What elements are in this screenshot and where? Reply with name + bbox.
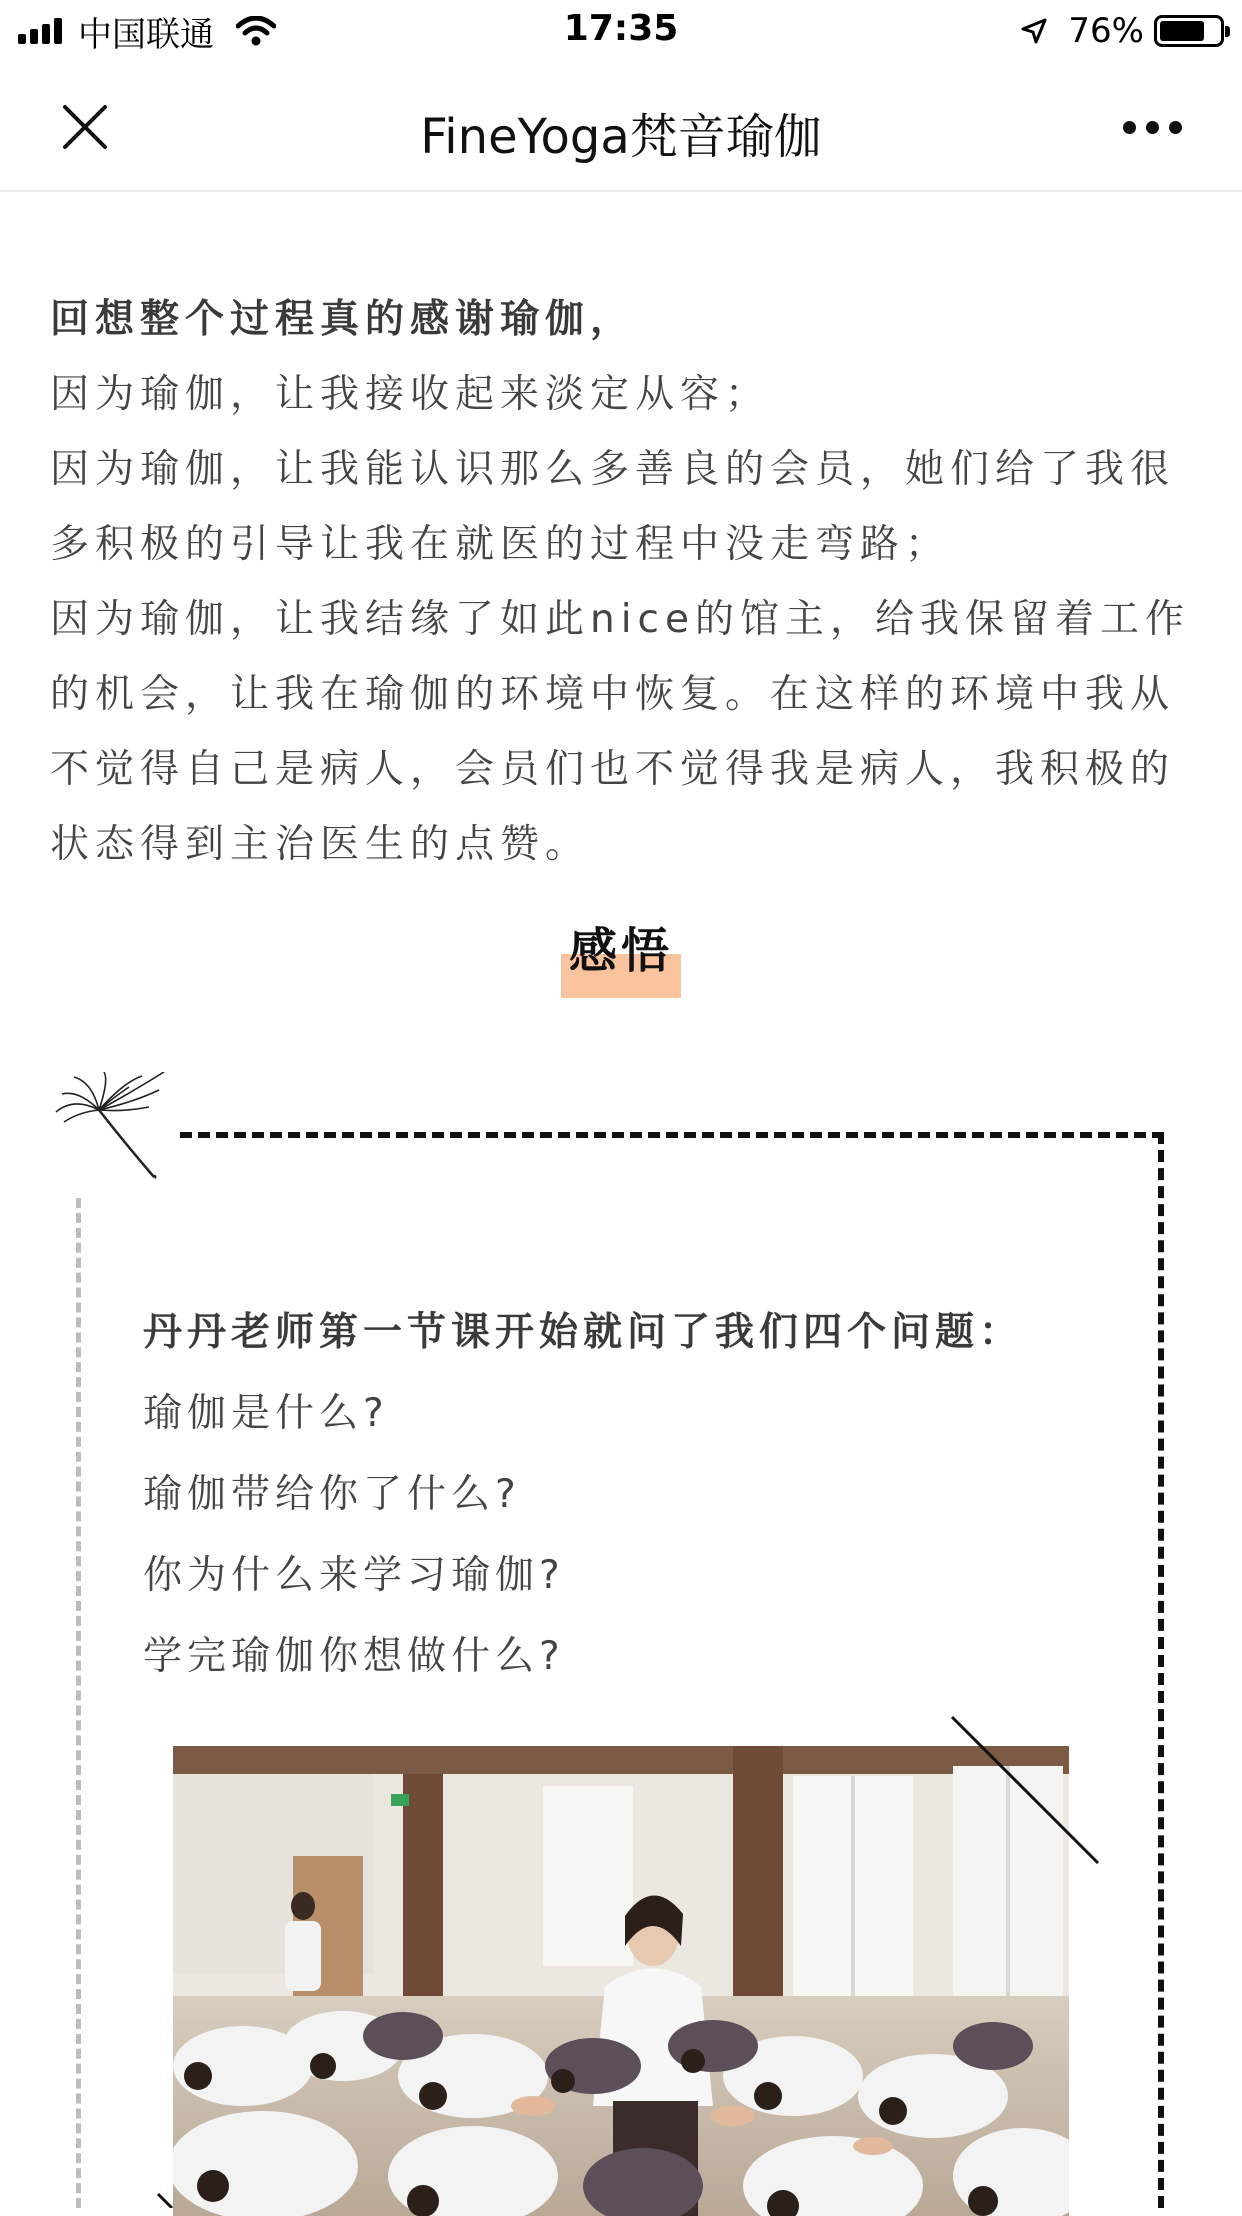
battery-cap [1225, 26, 1230, 37]
status-bar [0, 0, 1242, 62]
battery-icon [1154, 15, 1224, 47]
section-heading [0, 912, 1242, 1002]
article-body [50, 282, 1200, 882]
page-title: FineYoga梵音瑜伽 [420, 109, 822, 165]
decorative-corner-line [150, 2192, 180, 2208]
status-time: 17:35 [563, 8, 679, 49]
card-border-top [180, 1132, 1164, 1138]
close-button[interactable] [40, 92, 130, 162]
article-paragraph: 回想整个过程真的感谢瑜伽， [50, 297, 636, 342]
question-item: 你为什么来学习瑜伽? [143, 1553, 565, 1598]
article-paragraph: 因为瑜伽，让我结缘了如此nice的馆主，给我保留着工作的机会，让我在瑜伽的环境中恢复。在这样的环境中我从不觉得自己是病人，会员们也不觉得我是病人，我积极的状态得到主治医生的点赞。 [50, 597, 1190, 867]
question-item: 瑜伽带给你了什么? [143, 1472, 521, 1517]
article-paragraph: 因为瑜伽，让我能认识那么多善良的会员，她们给了我很多积极的引导让我在就医的过程中没走弯路； [50, 447, 1176, 567]
card-border-left [76, 1198, 81, 2208]
close-icon [62, 104, 108, 150]
battery-level-fill [1160, 21, 1204, 41]
nav-bar [0, 62, 1242, 192]
battery-percent: 76% [1068, 11, 1144, 51]
article-paragraph: 因为瑜伽，让我接收起来淡定从容； [50, 372, 771, 417]
more-dots-icon [1169, 121, 1182, 134]
question-item: 瑜伽是什么? [143, 1391, 389, 1436]
questions-list [143, 1292, 1103, 1697]
status-bar-right [1020, 10, 1224, 52]
decorative-diagonal-line [950, 1715, 1110, 1875]
dandelion-icon [54, 1072, 174, 1182]
yoga-photo-illustration [173, 1746, 1069, 2216]
more-dots-icon [1123, 121, 1136, 134]
more-button[interactable] [1102, 92, 1202, 162]
section-heading-text: 感悟 [568, 923, 673, 979]
card-border-right [1158, 1132, 1164, 2208]
yoga-class-photo [173, 1746, 1069, 2216]
carrier-name: 中国联通 [78, 14, 214, 55]
more-dots-icon [1146, 121, 1159, 134]
question-item: 学完瑜伽你想做什么? [143, 1634, 565, 1679]
location-arrow-icon [1020, 17, 1048, 45]
questions-intro: 丹丹老师第一节课开始就问了我们四个问题： [143, 1310, 1024, 1355]
